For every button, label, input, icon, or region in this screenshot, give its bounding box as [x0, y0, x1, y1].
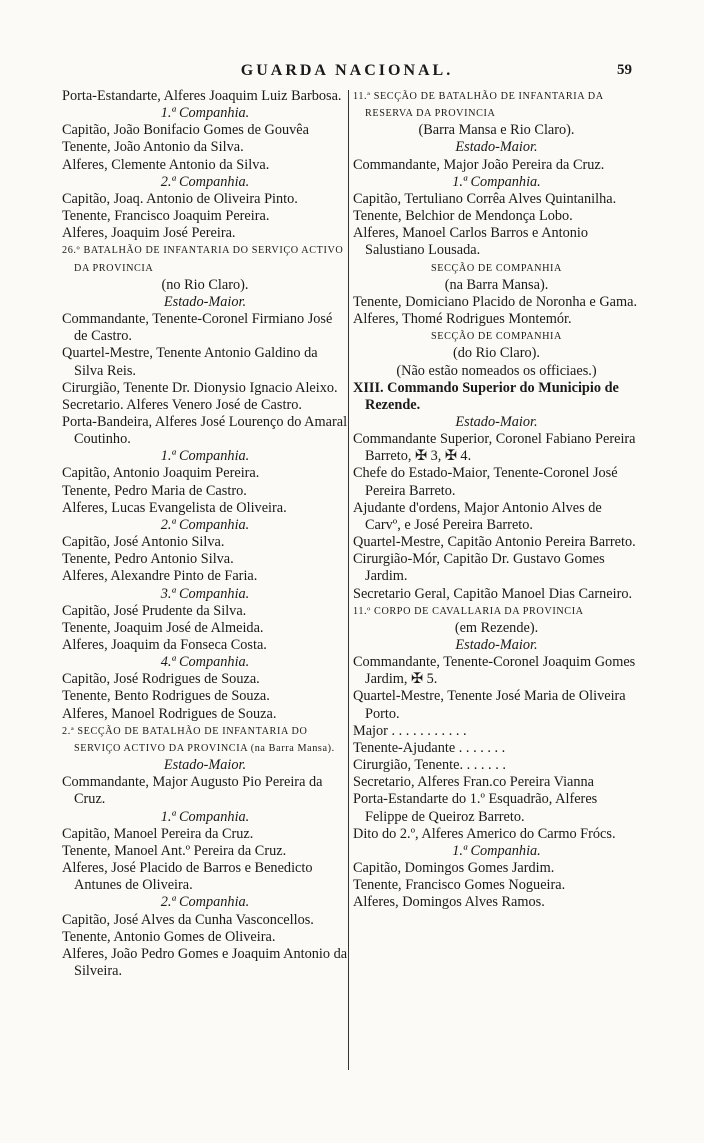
page-header [62, 62, 632, 84]
left-section-heading: 2.ª SECÇÃO DE BATALHÃO DE INFANTARIA DO SERVIÇO ACTIVO DA PROVINCIA (na Barra Mansa). [62, 725, 335, 754]
column-divider [348, 90, 349, 1070]
right-subheading: Estado-Maior. [455, 637, 538, 653]
left-entry: Porta-Estandarte, Alferes Joaquim Luiz Barbosa. [62, 88, 342, 104]
right-subheading: 1.ª Companhia. [452, 842, 541, 859]
right-section-heading: XIII. Commando Superior do Municipio de Rezende. [353, 379, 619, 413]
left-entry: Commandante, Tenente-Coronel Firmiano José de Castro. [62, 311, 333, 345]
right-entry: Dito do 2.º, Alferes Americo do Carmo Frócs. [353, 825, 616, 842]
right-entry: Major . . . . . . . . . . . [353, 722, 467, 739]
left-column [62, 88, 348, 980]
left-entry: Capitão, Antonio Joaquim Pereira. [62, 465, 260, 482]
left-entry: Tenente, Manoel Ant.º Pereira da Cruz. [62, 842, 287, 859]
left-subheading: 1.ª Companhia. [160, 448, 250, 465]
left-entry: Capitão, José Alves da Cunha Vasconcellos. [62, 911, 314, 928]
running-title: GUARDA NACIONAL. [240, 62, 454, 79]
left-entry: Secretario. Alferes Venero José de Castro. [62, 396, 302, 413]
right-entry: Tenente, Domiciano Placido de Noronha e Gama. [353, 293, 638, 310]
left-entry: Tenente, Bento Rodrigues de Souza. [62, 688, 270, 705]
left-subheading: 2.ª Companhia. [160, 516, 250, 533]
left-entry: Tenente, Pedro Maria de Castro. [62, 482, 247, 499]
right-entry: Tenente, Francisco Gomes Nogueira. [353, 877, 566, 894]
left-entry: Quartel-Mestre, Tenente Antonio Galdino da Silva Reis. [62, 345, 318, 379]
right-entry: Secretario, Alferes Fran.co Pereira Vianna [353, 774, 595, 791]
right-entry: Commandante Superior, Coronel Fabiano Pereira Barreto, ✠ 3, ✠ 4. [353, 431, 636, 465]
left-entry: Tenente, Francisco Joaquim Pereira. [62, 208, 270, 225]
left-entry: Tenente, Pedro Antonio Silva. [62, 551, 234, 568]
left-entry: Alferes, Clemente Antonio da Silva. [62, 156, 270, 173]
left-subheading: 2.ª Companhia. [160, 173, 250, 190]
left-entry: Alferes, João Pedro Gomes e Joaquim Antonio da Silveira. [62, 945, 348, 979]
right-note: (na Barra Mansa). [444, 276, 549, 293]
left-entry: Alferes, Alexandre Pinto de Faria. [62, 568, 258, 585]
right-note: (Não estão nomeados os officiaes.) [396, 362, 597, 379]
left-subheading: 4.ª Companhia. [160, 654, 250, 671]
right-note: (do Rio Claro). [453, 345, 540, 362]
left-section-heading: 26.º BATALHÃO DE INFANTARIA DO SERVIÇO ACTIVO DA PROVINCIA [62, 245, 344, 274]
left-entry: Alferes, Manoel Rodrigues de Souza. [62, 705, 277, 722]
right-entry: Cirurgião, Tenente. . . . . . . [353, 757, 506, 774]
right-entry: Commandante, Tenente-Coronel Joaquim Gomes Jardim, ✠ 5. [353, 654, 636, 688]
right-subheading: 1.ª Companhia. [452, 173, 541, 190]
right-entry: Quartel-Mestre, Capitão Antonio Pereira Barreto. [353, 534, 636, 551]
left-entry: Capitão, João Bonifacio Gomes de Gouvêa [62, 122, 309, 139]
left-entry: Tenente, Antonio Gomes de Oliveira. [62, 928, 276, 945]
right-entry: Commandante, Major João Pereira da Cruz. [353, 156, 605, 173]
right-section-heading: SECÇÃO DE COMPANHIA [430, 262, 563, 274]
right-entry: Tenente, Belchior de Mendonça Lobo. [353, 208, 573, 225]
right-entry: Alferes, Thomé Rodrigues Montemór. [353, 311, 572, 328]
right-entry: Tenente-Ajudante . . . . . . . [353, 739, 506, 756]
left-subheading: 1.ª Companhia. [160, 808, 250, 825]
right-column [353, 88, 640, 912]
page-number: 59 [617, 62, 632, 78]
right-subheading: Estado-Maior. [455, 139, 538, 156]
left-entry: Porta-Bandeira, Alferes José Lourenço do Amaral Coutinho. [62, 413, 348, 448]
left-entry: Capitão, José Prudente da Silva. [62, 602, 247, 619]
left-subheading: Estado-Maior. [163, 757, 247, 774]
left-entry: Capitão, José Rodrigues de Souza. [62, 671, 260, 688]
right-entry: Quartel-Mestre, Tenente José Maria de Oliveira Porto. [353, 688, 626, 722]
left-entry: Capitão, Joaq. Antonio de Oliveira Pinto. [62, 190, 298, 207]
left-entry: Alferes, Lucas Evangelista de Oliveira. [62, 499, 287, 516]
left-entry: Commandante, Major Augusto Pio Pereira da Cruz. [62, 774, 323, 808]
right-section-heading: SECÇÃO DE COMPANHIA [430, 331, 563, 343]
right-entry: Capitão, Domingos Gomes Jardim. [353, 860, 555, 877]
right-entry: Cirurgião-Mór, Capitão Dr. Gustavo Gomes Jardim. [353, 551, 605, 585]
right-entry: Capitão, Tertuliano Corrêa Alves Quintanilha. [353, 190, 617, 207]
right-note: (Barra Mansa e Rio Claro). [418, 122, 575, 139]
right-note: (em Rezende). [454, 619, 539, 636]
right-entry: Alferes, Domingos Alves Ramos. [353, 894, 545, 911]
left-subheading: Estado-Maior. [163, 293, 247, 310]
left-subheading: 1.ª Companhia. [160, 105, 250, 122]
right-subheading: Estado-Maior. [455, 413, 538, 430]
left-entry: Tenente, Joaquim José de Almeida. [62, 619, 264, 636]
left-entry: Tenente, João Antonio da Silva. [62, 139, 244, 156]
right-entry: Ajudante d'ordens, Major Antonio Alves de Carvº, e José Pereira Barreto. [353, 499, 602, 533]
right-entry: Secretario Geral, Capitão Manoel Dias Carneiro. [353, 585, 633, 602]
right-entry: Porta-Estandarte do 1.º Esquadrão, Alferes Felippe de Queiroz Barreto. [353, 791, 598, 825]
right-entry: Alferes, Manoel Carlos Barros e Antonio Salustiano Lousada. [353, 225, 589, 259]
left-note: (no Rio Claro). [161, 276, 249, 293]
left-entry: Alferes, Joaquim José Pereira. [62, 225, 236, 242]
left-subheading: 2.ª Companhia. [160, 894, 250, 911]
right-entry: Chefe do Estado-Maior, Tenente-Coronel José Pereira Barreto. [353, 465, 618, 499]
left-entry: Alferes, Joaquim da Fonseca Costa. [62, 637, 267, 653]
left-entry: Cirurgião, Tenente Dr. Dionysio Ignacio Aleixo. [62, 379, 338, 396]
left-entry: Capitão, Manoel Pereira da Cruz. [62, 825, 254, 842]
right-section-heading: 11.º CORPO DE CAVALLARIA DA PROVINCIA [353, 605, 584, 617]
right-section-heading: 11.ª SECÇÃO DE BATALHÃO DE INFANTARIA DA RESERVA DA PROVINCIA [353, 91, 604, 120]
left-subheading: 3.ª Companhia. [160, 585, 250, 602]
left-entry: Capitão, José Antonio Silva. [62, 534, 225, 551]
left-entry: Alferes, José Placido de Barros e Benedicto Antunes de Oliveira. [62, 860, 313, 894]
